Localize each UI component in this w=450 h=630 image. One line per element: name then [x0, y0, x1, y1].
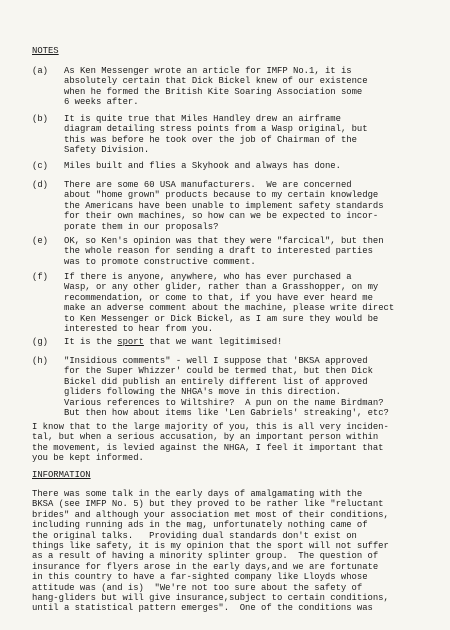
- paragraph-line: hang-gliders but will give insurance,subject to certain conditions,: [32, 593, 389, 604]
- note-line: "Insidious comments" - well I suppose that 'BKSA approved: [64, 356, 368, 366]
- paragraph-line: the movement, is levied against the NHGA, I feel it important that: [32, 442, 384, 453]
- note-line: 6 weeks after.: [64, 97, 139, 108]
- note-line: [64, 337, 444, 347]
- paragraph-line: things like safety, it is my opinion that the sport will not suffer: [32, 541, 389, 552]
- note-line: this was before he took over the job of Chairman of the: [64, 134, 357, 145]
- note-line: It is quite true that Miles Handley drew an airframe: [64, 114, 341, 124]
- note-line: the Americans have been unable to implement safety standards: [64, 200, 384, 211]
- note-label: (b): [32, 114, 48, 124]
- note-line: recommendation, or come to that, if you have ever heard me: [64, 292, 373, 303]
- paragraph-line: BKSA (see IMFP No. 5) but they proved to be rather like "reluctant: [32, 499, 384, 510]
- note-label: (a): [32, 66, 48, 76]
- note-line: There are some 60 USA manufacturers. We are concerned: [64, 180, 352, 190]
- note-line: As Ken Messenger wrote an article for IMFP No.1, it is: [64, 66, 352, 76]
- note-line: interested to hear from you.: [64, 324, 214, 335]
- note-line: to Ken Messenger or Dick Bickel, as I am sure they would be: [64, 313, 379, 324]
- note-line: diagram detailing stress points from a Wasp original, but: [64, 124, 368, 135]
- paragraph-line: I know that to the large majority of you, this is all very inciden-: [32, 422, 389, 432]
- information-heading: INFORMATION: [32, 470, 91, 480]
- note-label: (f): [32, 272, 48, 282]
- paragraph-line: attitude was (and is) "We're not too sure about the safety of: [32, 582, 363, 593]
- note-line: Bickel did publish an entirely different list of approved: [64, 376, 368, 387]
- note-label: (e): [32, 236, 48, 246]
- note-label: (g): [32, 337, 48, 347]
- note-line: If there is anyone, anywhere, who has ever purchased a: [64, 272, 352, 282]
- paragraph-line: in this country to have a far-sighted company like Lloyds whose: [32, 572, 368, 583]
- note-line: about "home grown" products because to my certain knowledge: [64, 190, 379, 201]
- note-line: for the Super Whizzer' could be termed that, but then Dick: [64, 366, 373, 377]
- paragraph-line: tal, but when a serious accusation, by an important person within: [32, 432, 379, 443]
- note-line: gliders following the NHGA's move in this direction.: [64, 387, 341, 398]
- emphasized-word: sport: [117, 337, 144, 347]
- paragraph-line: as a result of having a minority splinter group. The question of: [32, 551, 379, 562]
- closing-paragraph: [32, 422, 432, 464]
- note-line: OK, so Ken's opinion was that they were "farcical", but then: [64, 236, 384, 246]
- paragraph-line: including running ads in the mag, unfortunately nothing came of: [32, 520, 368, 531]
- note-line: when he formed the British Kite Soaring Association some: [64, 86, 363, 97]
- paragraph-line: the original talks. Providing dual standards don't exist on: [32, 530, 357, 541]
- information-paragraph: [32, 489, 432, 614]
- notes-heading: NOTES: [32, 46, 59, 56]
- note-line: for their own machines, so how can we be expected to incor-: [64, 211, 379, 222]
- note-line: make an adverse comment about the machine, please write direct: [64, 303, 395, 314]
- note-line: Safety Division.: [64, 145, 150, 156]
- note-label: (c): [32, 161, 48, 171]
- note-line: But then how about items like 'Len Gabriels' streaking', etc?: [64, 408, 389, 419]
- note-line: Wasp, or any other glider, rather than a Grasshopper, on my: [64, 282, 379, 293]
- note-line: Miles built and flies a Skyhook and always has done.: [64, 161, 341, 171]
- paragraph-line: insurance for flyers arose in the early days,and we are fortunate: [32, 561, 379, 572]
- paragraph-line: you be kept informed.: [32, 453, 144, 464]
- note-line: absolutely certain that Dick Bickel knew of our existence: [64, 76, 368, 87]
- note-text: that we want legitimised!: [143, 337, 283, 347]
- note-text: It is the: [64, 337, 118, 347]
- note-line: the whole reason for sending a draft to interested parties: [64, 246, 373, 257]
- note-line: porate them in our proposals?: [64, 221, 219, 232]
- paragraph-line: brides" and although your association met most of their conditions,: [32, 509, 389, 520]
- note-label: (h): [32, 356, 48, 366]
- paragraph-line: There was some talk in the early days of amalgamating with the: [32, 489, 363, 499]
- note-line: Various references to Wiltshire? A pun on the name Birdman?: [64, 397, 384, 408]
- paragraph-line: until a statistical pattern emerges". One of the conditions was: [32, 603, 373, 614]
- note-label: (d): [32, 180, 48, 190]
- note-line: was to promote constructive comment.: [64, 256, 256, 267]
